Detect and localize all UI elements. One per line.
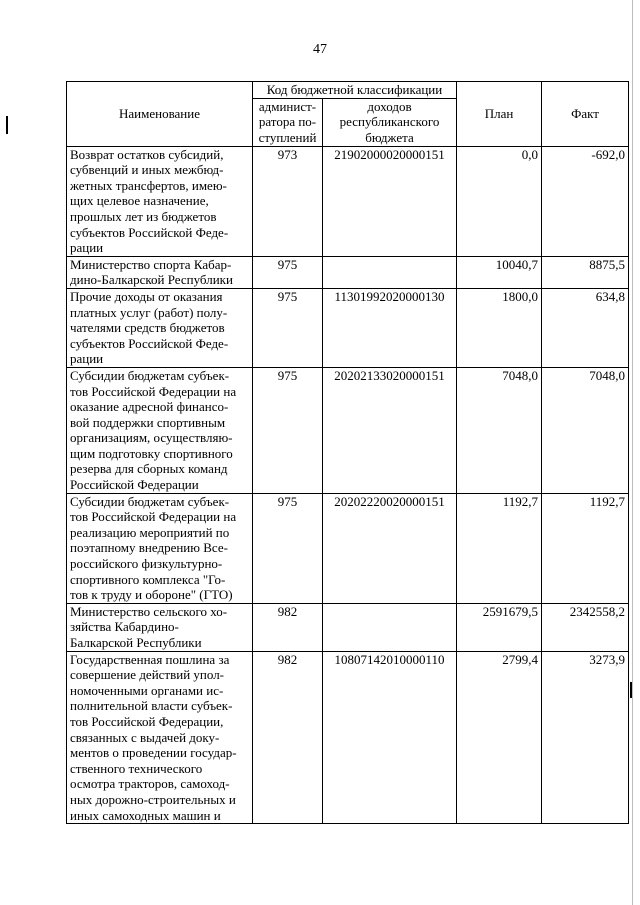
header-admin: админист- ратора по- ступлений (253, 98, 323, 146)
row-income-code: 20202133020000151 (323, 367, 457, 493)
row-fact: 8875,5 (542, 256, 629, 288)
row-plan: 2799,4 (457, 651, 542, 824)
table-row (67, 256, 629, 288)
header-name: Наименование (67, 82, 253, 147)
row-admin-code: 975 (253, 288, 323, 367)
header-plan: План (457, 82, 542, 147)
row-fact: 1192,7 (542, 493, 629, 603)
header-income: доходов республиканского бюджета (323, 98, 457, 146)
row-income-code: 11301992020000130 (323, 288, 457, 367)
row-name: Государственная пошлина за совершение действий упол- номоченными органами ис- полнительной власти субъек- тов Российской Федерации, связанных с выдачей доку- ментов о проведении государ- ственного технического осмотра тракторов, самоход- ных дорожно-строительных и иных самоходных машин и (67, 651, 253, 824)
table-header (67, 82, 629, 147)
table-row (67, 493, 629, 603)
row-fact: 2342558,2 (542, 603, 629, 651)
row-plan: 10040,7 (457, 256, 542, 288)
row-plan: 7048,0 (457, 367, 542, 493)
margin-mark (6, 116, 8, 134)
table-row (67, 651, 629, 824)
row-admin-code: 973 (253, 146, 323, 256)
table-row (67, 603, 629, 651)
row-income-code: 10807142010000110 (323, 651, 457, 824)
row-name: Возврат остатков субсидий, субвенций и иных межбюд- жетных трансфертов, имею- щих целевое назначение, прошлых лет из бюджетов субъектов Российской Феде- рации (67, 146, 253, 256)
page-edge-line (632, 0, 633, 905)
row-admin-code: 975 (253, 256, 323, 288)
budget-table (66, 81, 629, 824)
row-name: Министерство спорта Кабар- дино-Балкарской Республики (67, 256, 253, 288)
header-fact: Факт (542, 82, 629, 147)
row-plan: 1800,0 (457, 288, 542, 367)
row-name: Министерство сельского хо- зяйства Кабардино- Балкарской Республики (67, 603, 253, 651)
row-admin-code: 982 (253, 651, 323, 824)
row-fact: 3273,9 (542, 651, 629, 824)
row-income-code (323, 256, 457, 288)
row-admin-code: 982 (253, 603, 323, 651)
table-row (67, 146, 629, 256)
row-name: Субсидии бюджетам субъек- тов Российской Федерации на реализацию мероприятий по поэтапному внедрению Все- российского физкультурно- спортивного комплекса "Го- тов к труду и обороне" (ГТО) (67, 493, 253, 603)
row-income-code: 21902000020000151 (323, 146, 457, 256)
row-plan: 1192,7 (457, 493, 542, 603)
row-fact: -692,0 (542, 146, 629, 256)
row-plan: 2591679,5 (457, 603, 542, 651)
table-row (67, 288, 629, 367)
row-fact: 634,8 (542, 288, 629, 367)
row-name: Прочие доходы от оказания платных услуг (работ) полу- чателями средств бюджетов субъектов Российской Феде- рации (67, 288, 253, 367)
row-income-code (323, 603, 457, 651)
margin-tick (630, 682, 632, 698)
row-admin-code: 975 (253, 493, 323, 603)
row-income-code: 20202220020000151 (323, 493, 457, 603)
table-row (67, 367, 629, 493)
row-fact: 7048,0 (542, 367, 629, 493)
row-admin-code: 975 (253, 367, 323, 493)
page-number: 47 (313, 42, 327, 57)
header-code-group: Код бюджетной классификации (253, 82, 457, 99)
row-name: Субсидии бюджетам субъек- тов Российской Федерации на оказание адресной финансо- вой поддержки спортивным организациям, осуществляю- щим подготовку спортивного резерва для сборных команд Российской Федерации (67, 367, 253, 493)
row-plan: 0,0 (457, 146, 542, 256)
